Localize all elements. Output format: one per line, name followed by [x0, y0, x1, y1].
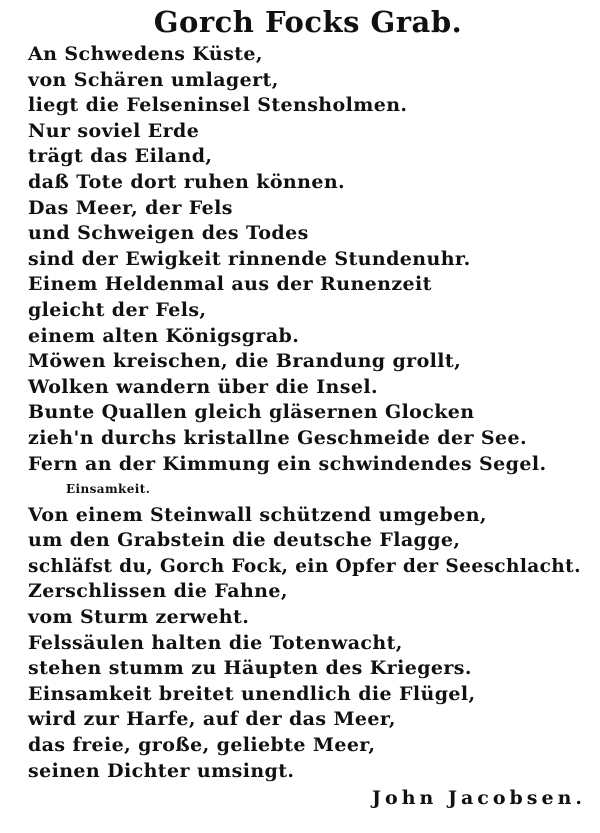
poem-line: seinen Dichter umsingt.: [28, 759, 295, 782]
poem-title: Gorch Focks Grab.: [153, 5, 463, 39]
poem-line: schläfst du, Gorch Fock, ein Opfer der Seeschlacht.: [28, 555, 581, 577]
poem-line: Einsamkeit breitet unendlich die Flügel,: [28, 682, 476, 705]
poem-line: zieh'n durchs kristallne Geschmeide der See.: [28, 426, 527, 449]
poem-line: wird zur Harfe, auf der das Meer,: [28, 708, 396, 731]
poem-line: stehen stumm zu Häupten des Kriegers.: [28, 657, 472, 680]
poem-line: daß Tote dort ruhen können.: [28, 170, 346, 193]
poem-line: Fern an der Kimmung ein schwindendes Segel.: [28, 452, 547, 475]
poem-line-indented: Einsamkeit.: [66, 482, 151, 497]
poem-line: von Schären umlagert,: [28, 68, 279, 91]
poem-line: Nur soviel Erde: [28, 119, 200, 142]
poem-line: Bunte Quallen gleich gläsernen Glocken: [28, 401, 475, 424]
poem-line: gleicht der Fels,: [28, 298, 207, 321]
poem-line: Zerschlissen die Fahne,: [28, 580, 288, 603]
poem-line: sind der Ewigkeit rinnende Stundenuhr.: [28, 247, 471, 270]
poem-line: Wolken wandern über die Insel.: [28, 375, 378, 398]
poem-line: Das Meer, der Fels: [28, 196, 233, 219]
poem-line: vom Sturm zerweht.: [28, 606, 250, 629]
poem-line: Felssäulen halten die Totenwacht,: [28, 631, 403, 654]
poem-line: An Schwedens Küste,: [28, 43, 263, 65]
poem-line: Von einem Steinwall schützend umgeben,: [28, 503, 487, 526]
poem-line: und Schweigen des Todes: [28, 222, 309, 245]
poem-line: liegt die Felseninsel Stensholmen.: [28, 94, 408, 117]
poem-line: trägt das Eiland,: [28, 145, 213, 168]
poem-line: einem alten Königsgrab.: [28, 324, 300, 347]
poem-body: [28, 42, 588, 784]
poem-line: Möwen kreischen, die Brandung grollt,: [28, 350, 462, 373]
poem-line: Einem Heldenmal aus der Runenzeit: [28, 273, 432, 296]
poem-line: das freie, große, geliebte Meer,: [28, 734, 376, 757]
poem-line: um den Grabstein die deutsche Flagge,: [28, 529, 461, 552]
author-signature: John Jacobsen.: [372, 787, 586, 809]
